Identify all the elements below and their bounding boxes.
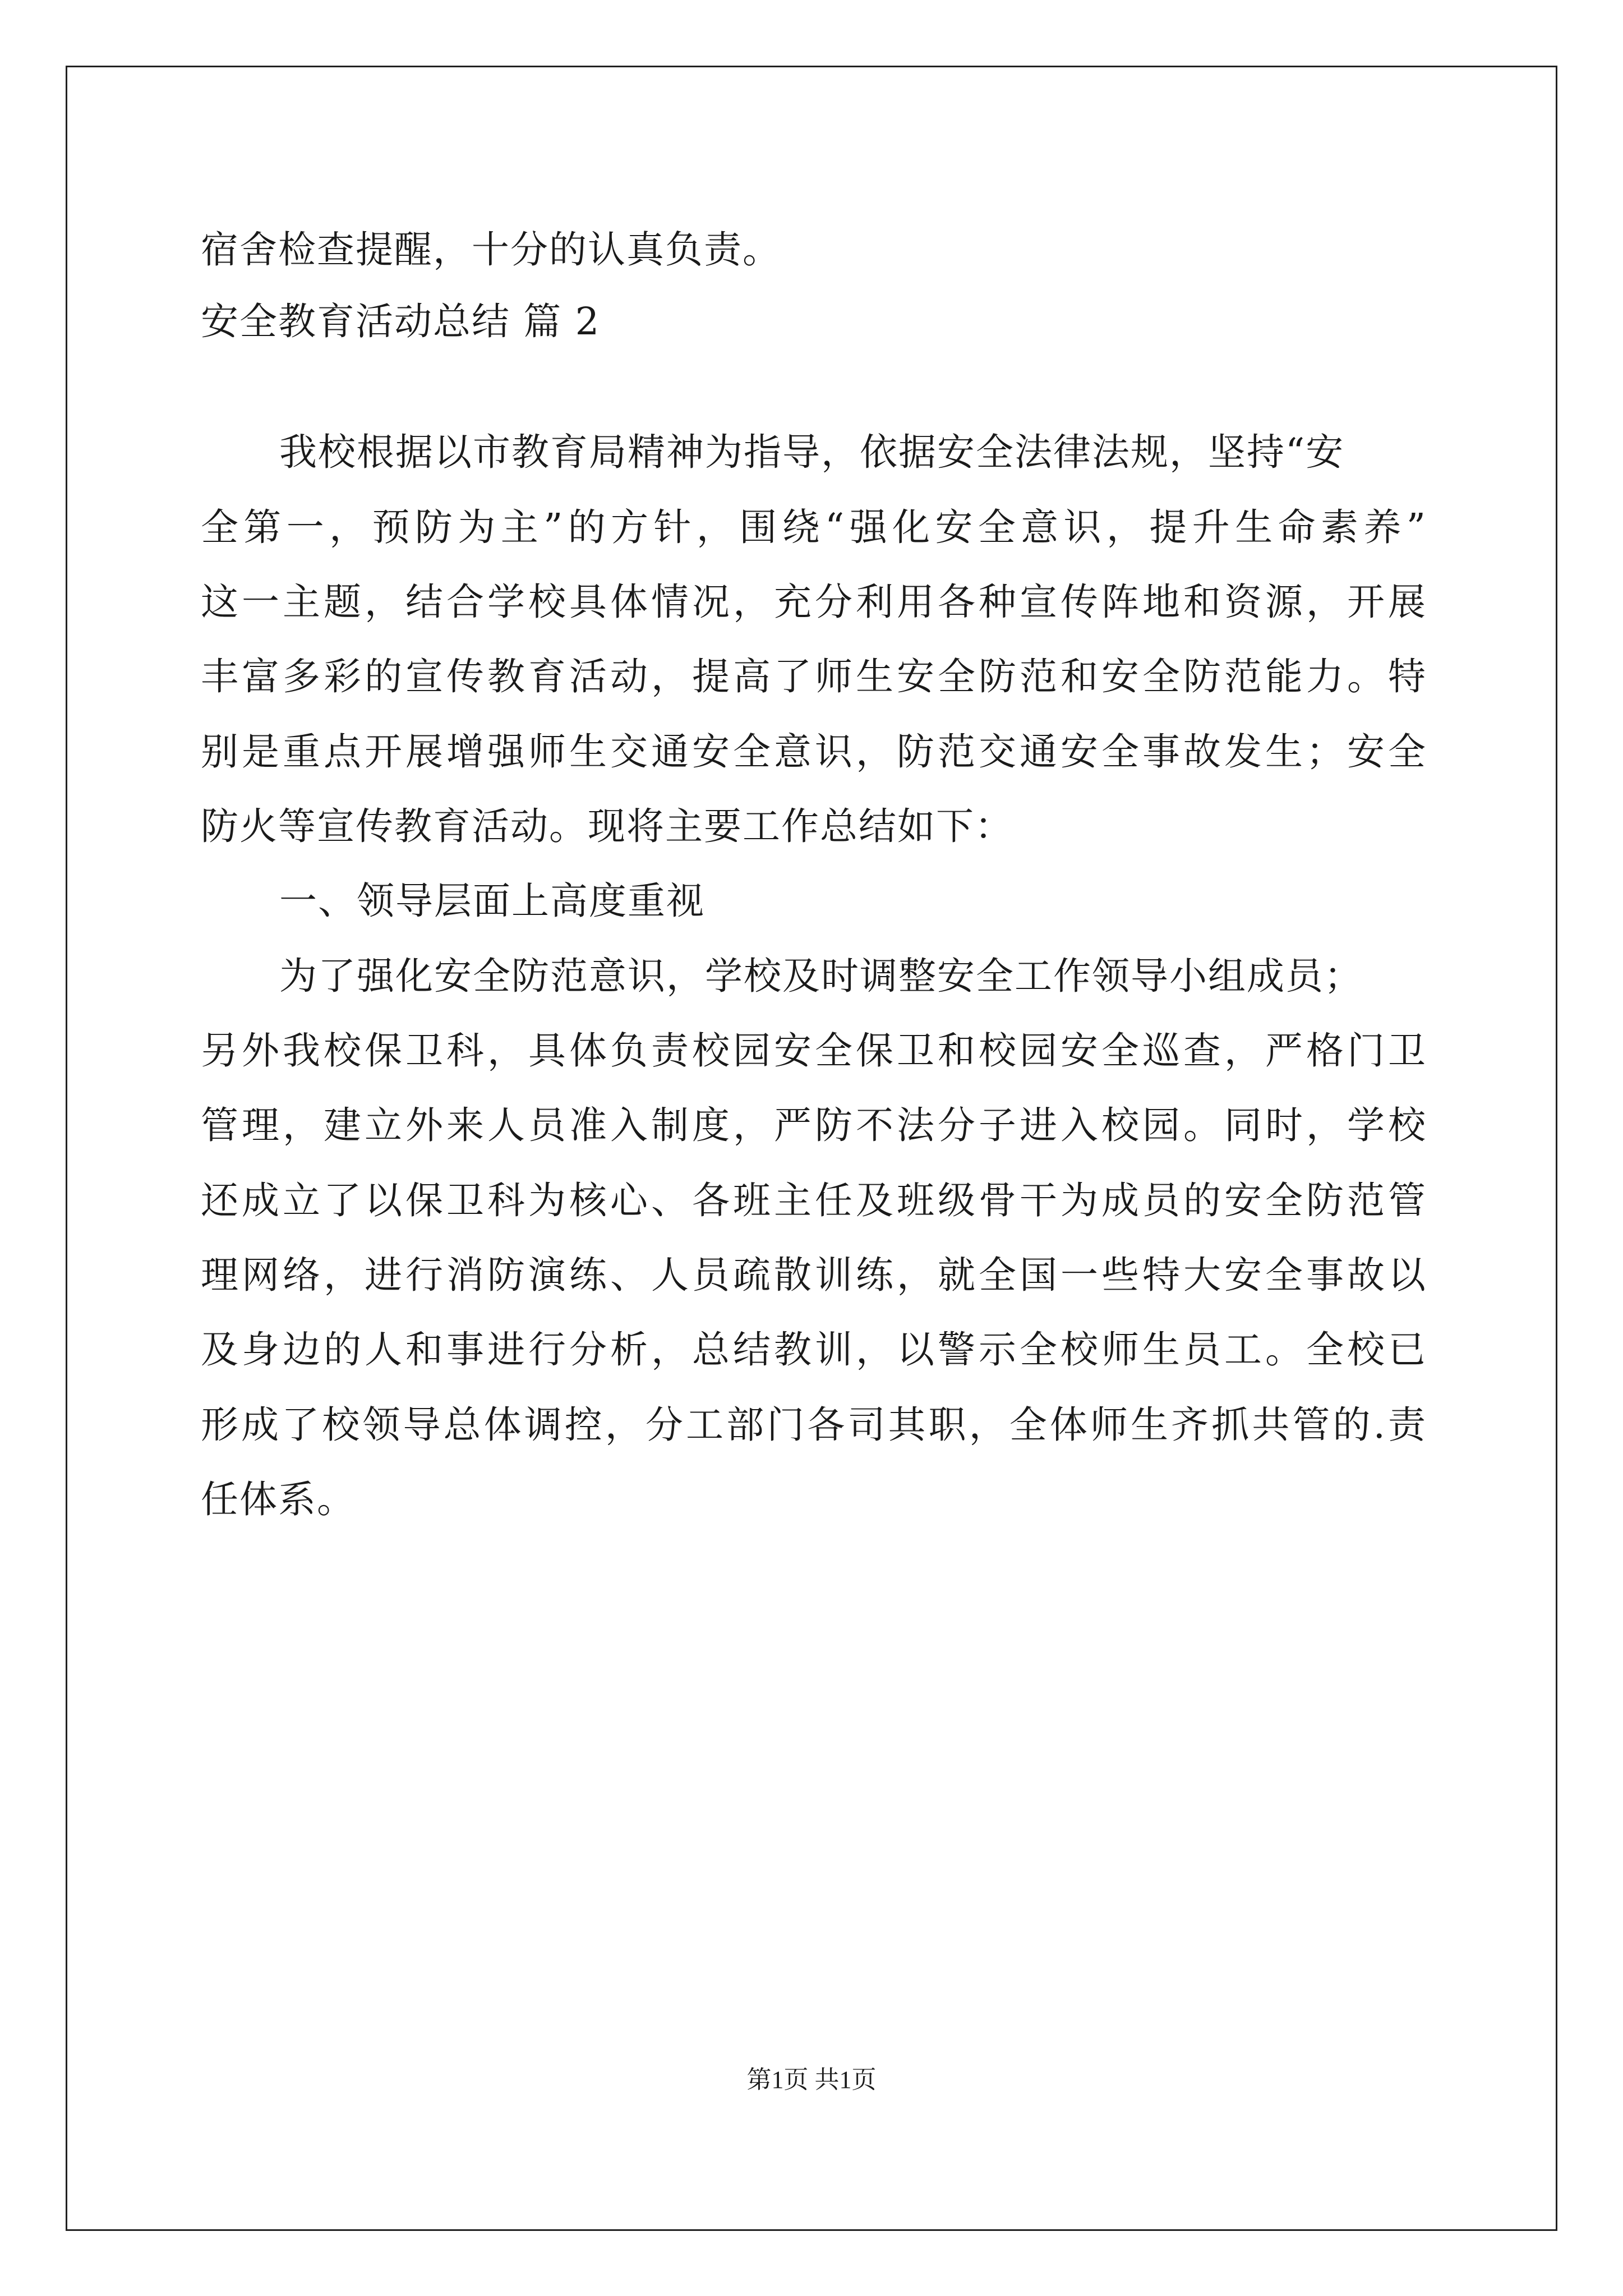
text-line: 这一主题，结合学校具体情况，充分利用各种宣传阵地和资源，开展 <box>201 580 1427 624</box>
page-border <box>66 66 1557 2231</box>
text-line: 别是重点开展增强师生交通安全意识，防范交通安全事故发生；安全 <box>201 730 1427 774</box>
text-line: 还成立了以保卫科为核心、各班主任及班级骨干为成员的安全防范管 <box>201 1179 1427 1222</box>
text-line: 全第一，预防为主”的方针，围绕“强化安全意识，提升生命素养” <box>201 505 1427 549</box>
text-line: 为了强化安全防范意识，学校及时调整安全工作领导小组成员； <box>279 954 1363 998</box>
section-heading: 安全教育活动总结 篇 2 <box>201 300 601 343</box>
page-footer: 第1页 共1页 <box>746 2066 877 2093</box>
text-line: 我校根据以市教育局精神为指导，依据安全法律法规，坚持“安 <box>279 430 1345 474</box>
text-line: 任体系。 <box>201 1478 356 1521</box>
text-line: 另外我校保卫科，具体负责校园安全保卫和校园安全巡查，严格门卫 <box>201 1029 1427 1073</box>
text-line: 丰富多彩的宣传教育活动，提高了师生安全防范和安全防范能力。特 <box>201 655 1427 698</box>
subheading: 一、领导层面上高度重视 <box>279 879 705 923</box>
text-line: 理网络，进行消防演练、人员疏散训练，就全国一些特大安全事故以 <box>201 1253 1427 1297</box>
text-line: 管理，建立外来人员准入制度，严防不法分子进入校园。同时，学校 <box>201 1103 1427 1147</box>
text-line: 形成了校领导总体调控，分工部门各司其职，全体师生齐抓共管的.责 <box>201 1403 1427 1447</box>
text-line: 宿舍检查提醒，十分的认真负责。 <box>201 228 781 272</box>
text-line: 及身边的人和事进行分析，总结教训，以警示全校师生员工。全校已 <box>201 1328 1427 1372</box>
text-line: 防火等宣传教育活动。现将主要工作总结如下： <box>201 804 1013 848</box>
